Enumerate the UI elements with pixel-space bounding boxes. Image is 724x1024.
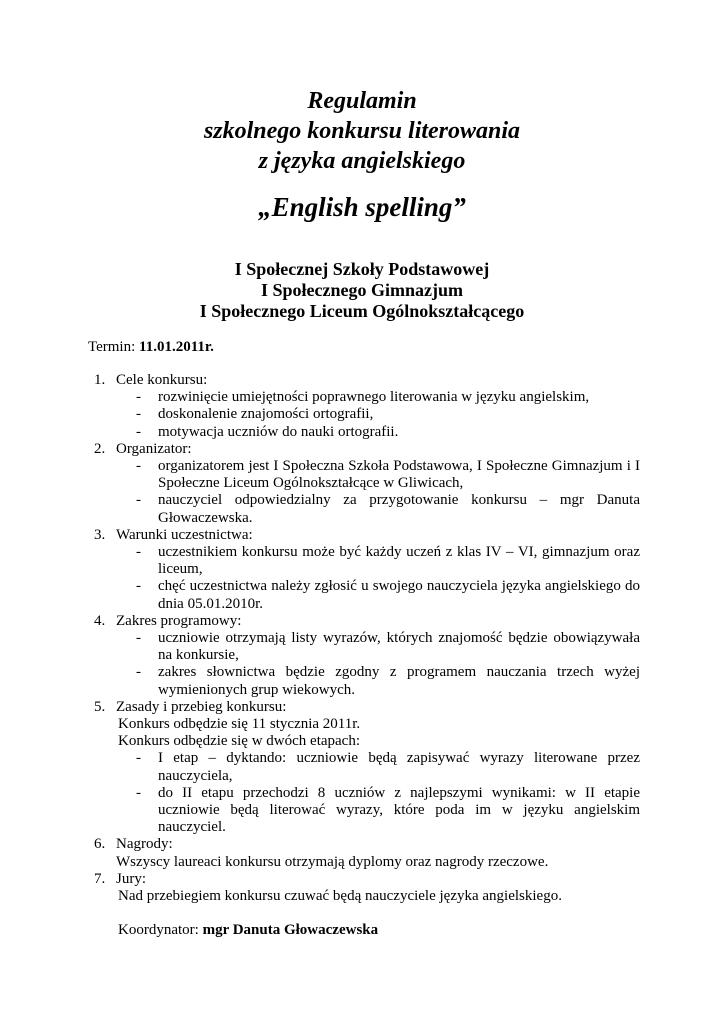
title-line-3: z języka angielskiego	[258, 148, 466, 174]
school-line-2: I Społecznego Gimnazjum	[261, 280, 463, 300]
list-item: - I etap – dyktando: uczniowie będą zapisywać wyrazy literowane przez nauczyciela,	[136, 750, 640, 784]
section-number: 6.	[94, 836, 106, 853]
section-paragraph: Wszyscy laureaci konkursu otrzymają dyplomy oraz nagrody rzeczowe.	[116, 853, 549, 870]
list-item: - organizatorem jest I Społeczna Szkoła Podstawowa, I Społeczne Gimnazjum i I Społeczne Liceum Ogólnokształcące w Gliwicach,	[136, 458, 640, 492]
list-item: - uczniowie otrzymają listy wyrazów, których znajomość będzie obowiązywała na konkursie,	[136, 630, 640, 664]
section-number: 1.	[94, 372, 106, 388]
termin-label: Termin:	[88, 339, 136, 355]
section-number: 7.	[94, 870, 106, 887]
section-3	[88, 527, 640, 613]
coordinator	[116, 922, 640, 939]
section-number: 5.	[94, 698, 106, 715]
coordinator-name: mgr Danuta Głowaczewska	[202, 922, 379, 939]
coordinator-label: Koordynator:	[118, 922, 199, 939]
section-heading: Cele konkursu:	[116, 372, 208, 388]
section-number: 3.	[94, 526, 106, 543]
section-1	[88, 372, 640, 441]
list-item: - motywacja uczniów do nauki ortografii.	[136, 423, 399, 440]
termin	[88, 338, 214, 356]
section-7	[88, 871, 640, 940]
section-paragraph: Konkurs odbędzie się w dwóch etapach:	[118, 733, 361, 750]
section-heading: Organizator:	[116, 440, 192, 457]
section-5	[88, 699, 640, 837]
title-line-1: Regulamin	[307, 88, 417, 114]
section-heading: Jury:	[116, 870, 146, 887]
section-heading: Nagrody:	[116, 836, 173, 853]
list-item: - nauczyciel odpowiedzialny za przygotowanie konkursu – mgr Danuta Głowaczewska.	[136, 492, 640, 526]
list-item: - doskonalenie znajomości ortografii,	[136, 406, 374, 423]
section-number: 2.	[94, 440, 106, 457]
section-number: 4.	[94, 612, 106, 629]
section-heading: Warunki uczestnictwa:	[116, 526, 253, 543]
list-item: - chęć uczestnictwa należy zgłosić u swojego nauczyciela języka angielskiego do dnia 05.01.2010r.	[136, 578, 640, 612]
section-4	[88, 613, 640, 699]
rules-list	[88, 372, 640, 940]
section-2	[88, 441, 640, 527]
title-english-spelling: „English spelling”	[258, 192, 466, 222]
list-item: - zakres słownictwa będzie zgodny z programem nauczania trzech wyżej wymienionych grup wiekowych.	[136, 664, 640, 698]
list-item: - rozwinięcie umiejętności poprawnego literowania w języku angielskim,	[136, 389, 590, 406]
list-item: - do II etapu przechodzi 8 uczniów z najlepszymi wynikami: w II etapie uczniowie będą literować wyrazy, które poda im w języku angielskim nauczyciel.	[136, 784, 640, 836]
list-item: - uczestnikiem konkursu może być każdy uczeń z klas IV – VI, gimnazjum oraz liceum,	[136, 544, 640, 578]
section-paragraph: Nad przebiegiem konkursu czuwać będą nauczyciele języka angielskiego.	[118, 888, 562, 905]
termin-value: 11.01.2011r.	[139, 339, 214, 355]
section-heading: Zakres programowy:	[116, 612, 242, 629]
title-line-2: szkolnego konkursu literowania	[203, 118, 521, 144]
school-line-1: I Społecznej Szkoły Podstawowej	[234, 259, 490, 279]
section-6	[88, 836, 640, 870]
school-line-3: I Społecznego Liceum Ogólnokształcącego	[199, 301, 525, 321]
section-heading: Zasady i przebieg konkursu:	[116, 698, 287, 715]
section-paragraph: Konkurs odbędzie się 11 stycznia 2011r.	[118, 716, 361, 733]
